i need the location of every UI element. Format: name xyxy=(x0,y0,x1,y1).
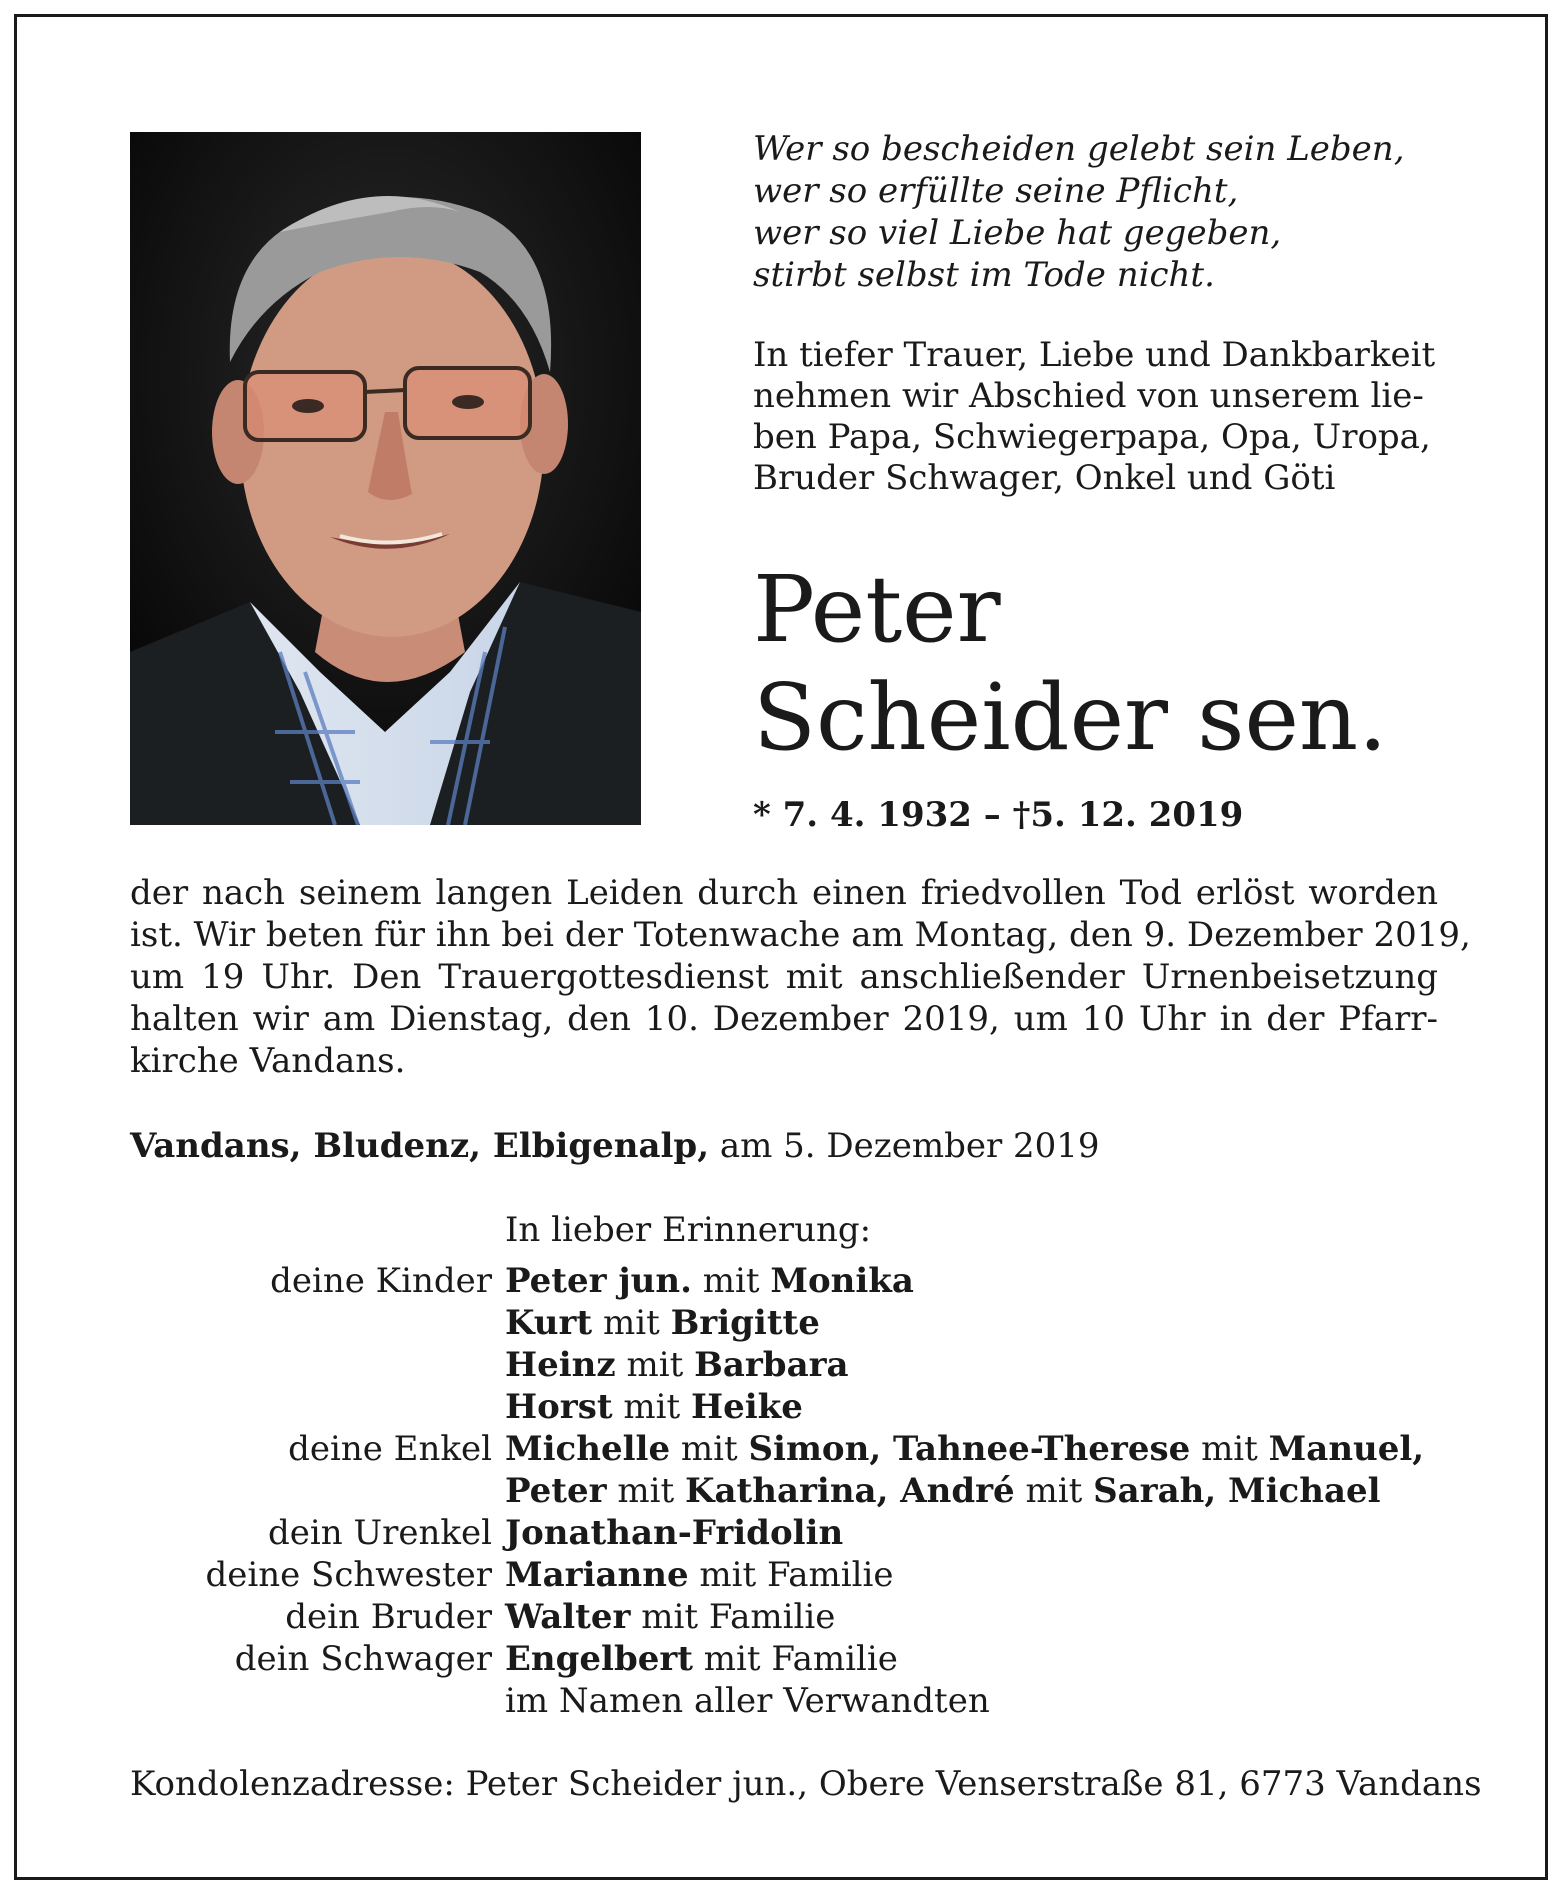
death-cross-icon: † xyxy=(1012,795,1031,835)
relation-label: deine Kinder xyxy=(270,1261,492,1301)
list-item xyxy=(130,1680,1460,1722)
body-line: halten wir am Dienstag, den 10. Dezember 2019, um 10 Uhr in der Pfarr- xyxy=(130,999,1438,1039)
relative-name: Horst xyxy=(505,1387,613,1427)
towns: Vandans, Bludenz, Elbigenalp, xyxy=(130,1126,710,1166)
list-item xyxy=(130,1344,1460,1386)
closing-line: im Namen aller Verwandten xyxy=(505,1681,990,1721)
relative-name: Engelbert xyxy=(505,1639,693,1679)
relatives-list xyxy=(130,1260,1460,1722)
connector: mit Familie xyxy=(699,1555,894,1595)
relation-label: dein Schwager xyxy=(234,1639,492,1679)
body-line: kirche Vandans. xyxy=(130,1041,406,1081)
relative-name: Monika xyxy=(770,1261,914,1301)
portrait-photo xyxy=(130,132,641,825)
first-name: Peter xyxy=(753,556,1001,663)
intro-line: In tiefer Trauer, Liebe und Dankbarkeit xyxy=(753,335,1436,375)
deceased-name xyxy=(753,556,1513,772)
body-line: ist. Wir beten für ihn bei der Totenwache am Montag, den 9. Dezember 2019, xyxy=(130,915,1471,955)
body-line: um 19 Uhr. Den Trauergottesdienst mit anschließender Urnenbeisetzung xyxy=(130,957,1438,997)
relative-name: Brigitte xyxy=(670,1303,820,1343)
relative-name: Marianne xyxy=(505,1555,689,1595)
birth-star-icon: * xyxy=(753,795,771,835)
death-date: 5. 12. 2019 xyxy=(1030,795,1244,835)
place-date xyxy=(130,1126,1100,1166)
relative-name: Simon, Tahnee-Therese xyxy=(748,1429,1191,1469)
list-item xyxy=(130,1638,1460,1680)
connector: mit xyxy=(702,1261,760,1301)
list-item xyxy=(130,1386,1460,1428)
intro-line: nehmen wir Abschied von unserem lie- xyxy=(753,376,1424,416)
relatives-heading: In lieber Erinnerung: xyxy=(505,1210,872,1250)
relative-name: Heike xyxy=(690,1387,803,1427)
relation-label: deine Schwester xyxy=(205,1555,492,1595)
connector: mit xyxy=(617,1471,675,1511)
list-item xyxy=(130,1260,1460,1302)
relative-name: Barbara xyxy=(694,1345,849,1385)
list-item xyxy=(130,1512,1460,1554)
poem-line: wer so viel Liebe hat gegeben, xyxy=(753,213,1282,253)
connector: mit xyxy=(1025,1471,1083,1511)
poem-verse xyxy=(753,128,1473,296)
intro-text xyxy=(753,335,1443,499)
connector: mit Familie xyxy=(641,1597,836,1637)
relative-name: Heinz xyxy=(505,1345,616,1385)
relative-name: Jonathan-Fridolin xyxy=(505,1513,844,1553)
connector: mit Familie xyxy=(703,1639,898,1679)
intro-line: Bruder Schwager, Onkel und Göti xyxy=(753,458,1336,498)
list-item xyxy=(130,1470,1460,1512)
connector: mit xyxy=(602,1303,660,1343)
body-line: der nach seinem langen Leiden durch einen friedvollen Tod erlöst worden xyxy=(130,873,1438,913)
announcement-body xyxy=(130,872,1471,1082)
list-item xyxy=(130,1428,1460,1470)
birth-date: 7. 4. 1932 xyxy=(782,795,972,835)
connector: mit xyxy=(626,1345,684,1385)
intro-line: ben Papa, Schwiegerpapa, Opa, Uropa, xyxy=(753,417,1431,457)
list-item xyxy=(130,1554,1460,1596)
relation-label: dein Urenkel xyxy=(268,1513,492,1553)
relation-label: deine Enkel xyxy=(288,1429,492,1469)
relation-label: dein Bruder xyxy=(285,1597,492,1637)
last-name: Scheider sen. xyxy=(753,664,1388,771)
condolence-address: Kondolenzadresse: Peter Scheider jun., Obere Venserstraße 81, 6773 Vandans xyxy=(130,1764,1482,1804)
connector: mit xyxy=(680,1429,738,1469)
connector: mit xyxy=(1201,1429,1258,1469)
relative-name: Peter jun. xyxy=(505,1261,692,1301)
relative-name: Michelle xyxy=(505,1429,671,1469)
dash: – xyxy=(983,795,1001,835)
relative-name: Walter xyxy=(505,1597,631,1637)
list-item xyxy=(130,1302,1460,1344)
relative-name: Kurt xyxy=(505,1303,593,1343)
relative-name: Peter xyxy=(505,1471,607,1511)
relative-name: Manuel, xyxy=(1268,1429,1425,1469)
poem-line: stirbt selbst im Tode nicht. xyxy=(753,255,1215,295)
connector: mit xyxy=(623,1387,681,1427)
poem-line: wer so erfüllte seine Pflicht, xyxy=(753,171,1239,211)
portrait-illustration xyxy=(130,132,641,825)
relative-name: Katharina, André xyxy=(684,1471,1015,1511)
life-dates xyxy=(753,795,1243,835)
announcement-date: am 5. Dezember 2019 xyxy=(719,1126,1100,1166)
relative-name: Sarah, Michael xyxy=(1093,1471,1381,1511)
list-item xyxy=(130,1596,1460,1638)
poem-line: Wer so bescheiden gelebt sein Leben, xyxy=(753,129,1405,169)
